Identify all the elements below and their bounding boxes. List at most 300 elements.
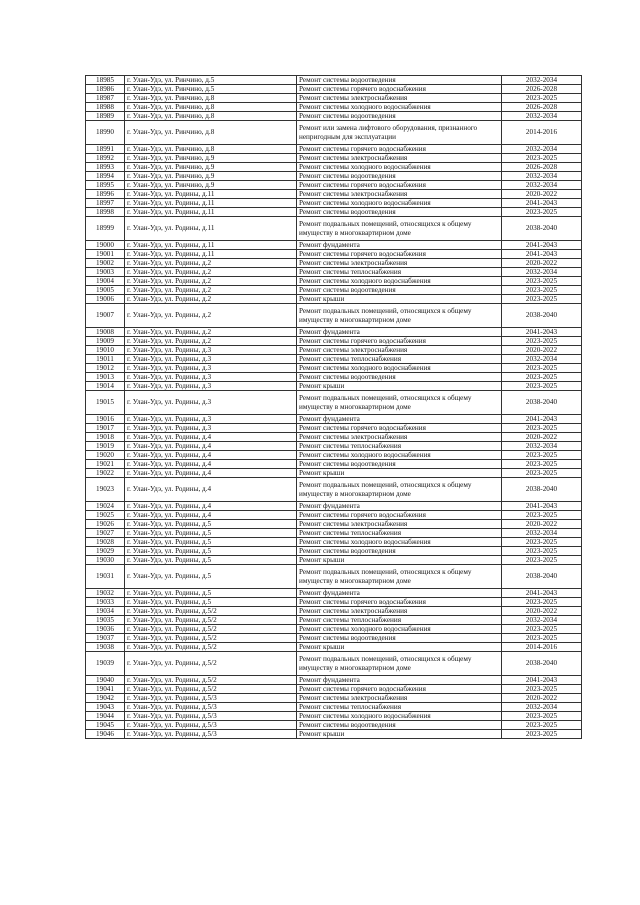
work-type-cell: Ремонт системы водоотведения [297,286,502,295]
work-type-cell: Ремонт крыши [297,295,502,304]
period-cell: 2038-2040 [502,217,582,241]
period-cell: 2023-2025 [502,721,582,730]
table-row [86,415,582,424]
row-id-cell: 19001 [86,250,125,259]
row-id-cell: 19044 [86,712,125,721]
table-row [86,685,582,694]
address-cell: г. Улан-Удэ, ул. Родины, д.11 [125,250,297,259]
period-cell: 2023-2025 [502,295,582,304]
work-type-cell: Ремонт системы холодного водоснабжения [297,163,502,172]
row-id-cell: 19017 [86,424,125,433]
period-cell: 2023-2025 [502,712,582,721]
period-cell: 2023-2025 [502,451,582,460]
period-cell: 2038-2040 [502,565,582,589]
work-type-cell: Ремонт системы электроснабжения [297,94,502,103]
work-type-cell: Ремонт системы теплоснабжения [297,529,502,538]
table-row [86,703,582,712]
row-id-cell: 19004 [86,277,125,286]
address-cell: г. Улан-Удэ, ул. Ринчино, д.9 [125,181,297,190]
address-cell: г. Улан-Удэ, ул. Родины, д.5 [125,556,297,565]
period-cell: 2020-2022 [502,346,582,355]
table-row [86,478,582,502]
address-cell: г. Улан-Удэ, ул. Родины, д.2 [125,295,297,304]
address-cell: г. Улан-Удэ, ул. Родины, д.3 [125,355,297,364]
table-row [86,538,582,547]
table-row [86,154,582,163]
table-row [86,652,582,676]
work-type-cell: Ремонт системы теплоснабжения [297,355,502,364]
work-type-cell: Ремонт крыши [297,556,502,565]
row-id-cell: 19046 [86,730,125,739]
address-cell: г. Улан-Удэ, ул. Родины, д.5 [125,547,297,556]
period-cell: 2023-2025 [502,511,582,520]
table-row [86,250,582,259]
address-cell: г. Улан-Удэ, ул. Родины, д.4 [125,502,297,511]
address-cell: г. Улан-Удэ, ул. Родины, д.5/3 [125,712,297,721]
work-type-cell: Ремонт системы холодного водоснабжения [297,199,502,208]
period-cell: 2032-2034 [502,145,582,154]
work-type-cell: Ремонт системы горячего водоснабжения [297,250,502,259]
table-row [86,241,582,250]
period-cell: 2041-2043 [502,250,582,259]
table-body [86,76,582,739]
period-cell: 2041-2043 [502,328,582,337]
work-type-cell: Ремонт системы холодного водоснабжения [297,712,502,721]
row-id-cell: 18989 [86,112,125,121]
work-type-cell: Ремонт системы горячего водоснабжения [297,145,502,154]
period-cell: 2020-2022 [502,520,582,529]
period-cell: 2023-2025 [502,634,582,643]
table-row [86,181,582,190]
address-cell: г. Улан-Удэ, ул. Родины, д.5 [125,529,297,538]
work-type-cell: Ремонт крыши [297,730,502,739]
address-cell: г. Улан-Удэ, ул. Родины, д.5/2 [125,616,297,625]
address-cell: г. Улан-Удэ, ул. Родины, д.5/2 [125,676,297,685]
work-type-cell: Ремонт подвальных помещений, относящихся к общему имуществу в многоквартирном доме [297,217,502,241]
table-row [86,364,582,373]
row-id-cell: 19014 [86,382,125,391]
work-type-cell: Ремонт или замена лифтового оборудования, признанного непригодным для эксплуатации [297,121,502,145]
period-cell: 2023-2025 [502,547,582,556]
table-row [86,625,582,634]
work-type-cell: Ремонт системы водоотведения [297,547,502,556]
row-id-cell: 19042 [86,694,125,703]
work-type-cell: Ремонт системы водоотведения [297,634,502,643]
address-cell: г. Улан-Удэ, ул. Родины, д.2 [125,337,297,346]
address-cell: г. Улан-Удэ, ул. Родины, д.4 [125,511,297,520]
address-cell: г. Улан-Удэ, ул. Родины, д.3 [125,415,297,424]
row-id-cell: 19015 [86,391,125,415]
period-cell: 2023-2025 [502,625,582,634]
row-id-cell: 19021 [86,460,125,469]
work-type-cell: Ремонт системы горячего водоснабжения [297,685,502,694]
work-type-cell: Ремонт системы теплоснабжения [297,442,502,451]
work-type-cell: Ремонт системы водоотведения [297,208,502,217]
row-id-cell: 19040 [86,676,125,685]
address-cell: г. Улан-Удэ, ул. Родины, д.2 [125,304,297,328]
address-cell: г. Улан-Удэ, ул. Родины, д.3 [125,364,297,373]
table-row [86,217,582,241]
row-id-cell: 19038 [86,643,125,652]
address-cell: г. Улан-Удэ, ул. Ринчино, д.8 [125,145,297,154]
period-cell: 2038-2040 [502,391,582,415]
table-row [86,172,582,181]
period-cell: 2020-2022 [502,433,582,442]
row-id-cell: 19011 [86,355,125,364]
work-type-cell: Ремонт системы холодного водоснабжения [297,277,502,286]
row-id-cell: 18996 [86,190,125,199]
address-cell: г. Улан-Удэ, ул. Ринчино, д.8 [125,94,297,103]
row-id-cell: 18995 [86,181,125,190]
address-cell: г. Улан-Удэ, ул. Родины, д.5 [125,565,297,589]
work-type-cell: Ремонт крыши [297,469,502,478]
table-row [86,712,582,721]
table-row [86,589,582,598]
row-id-cell: 19035 [86,616,125,625]
period-cell: 2023-2025 [502,730,582,739]
row-id-cell: 19019 [86,442,125,451]
address-cell: г. Улан-Удэ, ул. Родины, д.4 [125,433,297,442]
address-cell: г. Улан-Удэ, ул. Ринчино, д.9 [125,163,297,172]
work-type-cell: Ремонт фундамента [297,241,502,250]
work-type-cell: Ремонт системы холодного водоснабжения [297,451,502,460]
address-cell: г. Улан-Удэ, ул. Родины, д.3 [125,424,297,433]
work-type-cell: Ремонт подвальных помещений, относящихся к общему имуществу в многоквартирном доме [297,565,502,589]
address-cell: г. Улан-Удэ, ул. Родины, д.5/3 [125,721,297,730]
row-id-cell: 19016 [86,415,125,424]
address-cell: г. Улан-Удэ, ул. Ринчино, д.5 [125,76,297,85]
address-cell: г. Улан-Удэ, ул. Родины, д.11 [125,199,297,208]
row-id-cell: 19003 [86,268,125,277]
address-cell: г. Улан-Удэ, ул. Родины, д.4 [125,478,297,502]
work-type-cell: Ремонт системы электроснабжения [297,190,502,199]
row-id-cell: 19029 [86,547,125,556]
address-cell: г. Улан-Удэ, ул. Родины, д.5/2 [125,625,297,634]
work-type-cell: Ремонт подвальных помещений, относящихся к общему имуществу в многоквартирном доме [297,391,502,415]
work-type-cell: Ремонт системы электроснабжения [297,433,502,442]
work-type-cell: Ремонт фундамента [297,589,502,598]
work-type-cell: Ремонт системы горячего водоснабжения [297,337,502,346]
row-id-cell: 18986 [86,85,125,94]
row-id-cell: 19007 [86,304,125,328]
row-id-cell: 18985 [86,76,125,85]
table-row [86,598,582,607]
table-row [86,433,582,442]
work-type-cell: Ремонт системы теплоснабжения [297,268,502,277]
work-type-cell: Ремонт системы водоотведения [297,373,502,382]
table-row [86,346,582,355]
address-cell: г. Улан-Удэ, ул. Родины, д.5/2 [125,652,297,676]
period-cell: 2023-2025 [502,364,582,373]
row-id-cell: 19006 [86,295,125,304]
address-cell: г. Улан-Удэ, ул. Родины, д.3 [125,373,297,382]
row-id-cell: 19025 [86,511,125,520]
address-cell: г. Улан-Удэ, ул. Родины, д.4 [125,469,297,478]
period-cell: 2023-2025 [502,208,582,217]
period-cell: 2038-2040 [502,304,582,328]
work-type-cell: Ремонт системы холодного водоснабжения [297,364,502,373]
row-id-cell: 19033 [86,598,125,607]
table-row [86,259,582,268]
work-type-cell: Ремонт системы водоотведения [297,460,502,469]
row-id-cell: 19034 [86,607,125,616]
period-cell: 2023-2025 [502,598,582,607]
table-row [86,277,582,286]
address-cell: г. Улан-Удэ, ул. Родины, д.5/3 [125,694,297,703]
row-id-cell: 18997 [86,199,125,208]
address-cell: г. Улан-Удэ, ул. Родины, д.4 [125,451,297,460]
period-cell: 2026-2028 [502,103,582,112]
period-cell: 2038-2040 [502,652,582,676]
table-row [86,94,582,103]
period-cell: 2023-2025 [502,277,582,286]
work-type-cell: Ремонт системы горячего водоснабжения [297,424,502,433]
address-cell: г. Улан-Удэ, ул. Родины, д.5/2 [125,643,297,652]
work-type-cell: Ремонт фундамента [297,502,502,511]
table-row [86,502,582,511]
table-row [86,286,582,295]
row-id-cell: 19026 [86,520,125,529]
period-cell: 2032-2034 [502,268,582,277]
row-id-cell: 19005 [86,286,125,295]
row-id-cell: 19010 [86,346,125,355]
period-cell: 2023-2025 [502,424,582,433]
row-id-cell: 18987 [86,94,125,103]
address-cell: г. Улан-Удэ, ул. Родины, д.5 [125,520,297,529]
row-id-cell: 19032 [86,589,125,598]
address-cell: г. Улан-Удэ, ул. Родины, д.3 [125,382,297,391]
address-cell: г. Улан-Удэ, ул. Родины, д.3 [125,391,297,415]
address-cell: г. Улан-Удэ, ул. Родины, д.2 [125,328,297,337]
address-cell: г. Улан-Удэ, ул. Ринчино, д.5 [125,85,297,94]
table-row [86,112,582,121]
period-cell: 2032-2034 [502,76,582,85]
period-cell: 2023-2025 [502,337,582,346]
work-type-cell: Ремонт системы водоотведения [297,721,502,730]
address-cell: г. Улан-Удэ, ул. Ринчино, д.8 [125,103,297,112]
address-cell: г. Улан-Удэ, ул. Родины, д.2 [125,268,297,277]
period-cell: 2026-2028 [502,85,582,94]
row-id-cell: 18998 [86,208,125,217]
table-row [86,121,582,145]
document-page [85,75,571,739]
table-row [86,460,582,469]
address-cell: г. Улан-Удэ, ул. Родины, д.5/2 [125,685,297,694]
period-cell: 2023-2025 [502,685,582,694]
work-type-cell: Ремонт системы электроснабжения [297,694,502,703]
period-cell: 2032-2034 [502,442,582,451]
period-cell: 2032-2034 [502,181,582,190]
row-id-cell: 18988 [86,103,125,112]
table-row [86,634,582,643]
work-type-cell: Ремонт системы водоотведения [297,76,502,85]
table-row [86,607,582,616]
row-id-cell: 19013 [86,373,125,382]
table-row [86,103,582,112]
work-type-cell: Ремонт системы водоотведения [297,112,502,121]
row-id-cell: 19045 [86,721,125,730]
table-row [86,565,582,589]
address-cell: г. Улан-Удэ, ул. Ринчино, д.9 [125,154,297,163]
period-cell: 2023-2025 [502,94,582,103]
work-type-cell: Ремонт фундамента [297,676,502,685]
period-cell: 2032-2034 [502,616,582,625]
address-cell: г. Улан-Удэ, ул. Родины, д.11 [125,217,297,241]
row-id-cell: 19043 [86,703,125,712]
work-type-cell: Ремонт подвальных помещений, относящихся к общему имуществу в многоквартирном доме [297,652,502,676]
work-type-cell: Ремонт системы холодного водоснабжения [297,103,502,112]
table-row [86,730,582,739]
row-id-cell: 19012 [86,364,125,373]
address-cell: г. Улан-Удэ, ул. Родины, д.5 [125,598,297,607]
work-type-cell: Ремонт системы горячего водоснабжения [297,85,502,94]
period-cell: 2020-2022 [502,190,582,199]
table-row [86,442,582,451]
address-cell: г. Улан-Удэ, ул. Ринчино, д.9 [125,172,297,181]
work-type-cell: Ремонт системы холодного водоснабжения [297,538,502,547]
period-cell: 2023-2025 [502,460,582,469]
address-cell: г. Улан-Удэ, ул. Родины, д.5/2 [125,634,297,643]
table-row [86,373,582,382]
period-cell: 2023-2025 [502,373,582,382]
work-type-cell: Ремонт фундамента [297,415,502,424]
period-cell: 2041-2043 [502,589,582,598]
address-cell: г. Улан-Удэ, ул. Ринчино, д.8 [125,121,297,145]
work-type-cell: Ремонт системы холодного водоснабжения [297,625,502,634]
row-id-cell: 18990 [86,121,125,145]
table-row [86,424,582,433]
period-cell: 2023-2025 [502,286,582,295]
row-id-cell: 18994 [86,172,125,181]
table-row [86,451,582,460]
row-id-cell: 18993 [86,163,125,172]
row-id-cell: 18999 [86,217,125,241]
period-cell: 2020-2022 [502,607,582,616]
row-id-cell: 19037 [86,634,125,643]
row-id-cell: 19022 [86,469,125,478]
period-cell: 2020-2022 [502,694,582,703]
period-cell: 2020-2022 [502,259,582,268]
work-type-cell: Ремонт системы горячего водоснабжения [297,181,502,190]
row-id-cell: 19024 [86,502,125,511]
period-cell: 2026-2028 [502,163,582,172]
period-cell: 2023-2025 [502,382,582,391]
period-cell: 2032-2034 [502,529,582,538]
period-cell: 2014-2016 [502,121,582,145]
period-cell: 2032-2034 [502,112,582,121]
table-row [86,199,582,208]
table-row [86,76,582,85]
work-type-cell: Ремонт крыши [297,643,502,652]
work-type-cell: Ремонт подвальных помещений, относящихся к общему имуществу в многоквартирном доме [297,478,502,502]
row-id-cell: 19036 [86,625,125,634]
address-cell: г. Улан-Удэ, ул. Родины, д.2 [125,277,297,286]
table-row [86,304,582,328]
row-id-cell: 19027 [86,529,125,538]
address-cell: г. Улан-Удэ, ул. Родины, д.11 [125,208,297,217]
table-row [86,520,582,529]
address-cell: г. Улан-Удэ, ул. Родины, д.11 [125,241,297,250]
row-id-cell: 19028 [86,538,125,547]
address-cell: г. Улан-Удэ, ул. Родины, д.11 [125,190,297,199]
period-cell: 2032-2034 [502,172,582,181]
row-id-cell: 19002 [86,259,125,268]
table-row [86,643,582,652]
period-cell: 2023-2025 [502,469,582,478]
address-cell: г. Улан-Удэ, ул. Родины, д.5/3 [125,703,297,712]
period-cell: 2041-2043 [502,199,582,208]
row-id-cell: 19020 [86,451,125,460]
work-type-cell: Ремонт системы теплоснабжения [297,703,502,712]
table-row [86,391,582,415]
period-cell: 2014-2016 [502,643,582,652]
work-type-cell: Ремонт системы электроснабжения [297,520,502,529]
work-type-cell: Ремонт крыши [297,382,502,391]
table-row [86,295,582,304]
table-row [86,529,582,538]
row-id-cell: 19031 [86,565,125,589]
address-cell: г. Улан-Удэ, ул. Ринчино, д.8 [125,112,297,121]
work-type-cell: Ремонт системы электроснабжения [297,607,502,616]
row-id-cell: 19041 [86,685,125,694]
table-row [86,328,582,337]
period-cell: 2038-2040 [502,478,582,502]
work-type-cell: Ремонт системы горячего водоснабжения [297,598,502,607]
table-row [86,511,582,520]
table-row [86,145,582,154]
address-cell: г. Улан-Удэ, ул. Родины, д.5/3 [125,730,297,739]
repair-schedule-table [85,75,582,739]
address-cell: г. Улан-Удэ, ул. Родины, д.5/2 [125,607,297,616]
table-row [86,676,582,685]
address-cell: г. Улан-Удэ, ул. Родины, д.4 [125,442,297,451]
period-cell: 2032-2034 [502,703,582,712]
row-id-cell: 19039 [86,652,125,676]
table-row [86,355,582,364]
table-row [86,556,582,565]
period-cell: 2041-2043 [502,502,582,511]
table-row [86,208,582,217]
address-cell: г. Улан-Удэ, ул. Родины, д.2 [125,259,297,268]
row-id-cell: 19000 [86,241,125,250]
table-row [86,337,582,346]
work-type-cell: Ремонт системы водоотведения [297,172,502,181]
table-row [86,616,582,625]
period-cell: 2032-2034 [502,355,582,364]
row-id-cell: 18992 [86,154,125,163]
table-row [86,694,582,703]
row-id-cell: 19018 [86,433,125,442]
work-type-cell: Ремонт системы электроснабжения [297,346,502,355]
period-cell: 2023-2025 [502,154,582,163]
table-row [86,721,582,730]
table-row [86,163,582,172]
work-type-cell: Ремонт системы теплоснабжения [297,616,502,625]
table-row [86,547,582,556]
table-row [86,190,582,199]
table-row [86,85,582,94]
row-id-cell: 19009 [86,337,125,346]
row-id-cell: 19023 [86,478,125,502]
period-cell: 2041-2043 [502,676,582,685]
address-cell: г. Улан-Удэ, ул. Родины, д.4 [125,460,297,469]
period-cell: 2041-2043 [502,241,582,250]
work-type-cell: Ремонт системы электроснабжения [297,259,502,268]
work-type-cell: Ремонт системы электроснабжения [297,154,502,163]
work-type-cell: Ремонт системы горячего водоснабжения [297,511,502,520]
row-id-cell: 18991 [86,145,125,154]
period-cell: 2041-2043 [502,415,582,424]
